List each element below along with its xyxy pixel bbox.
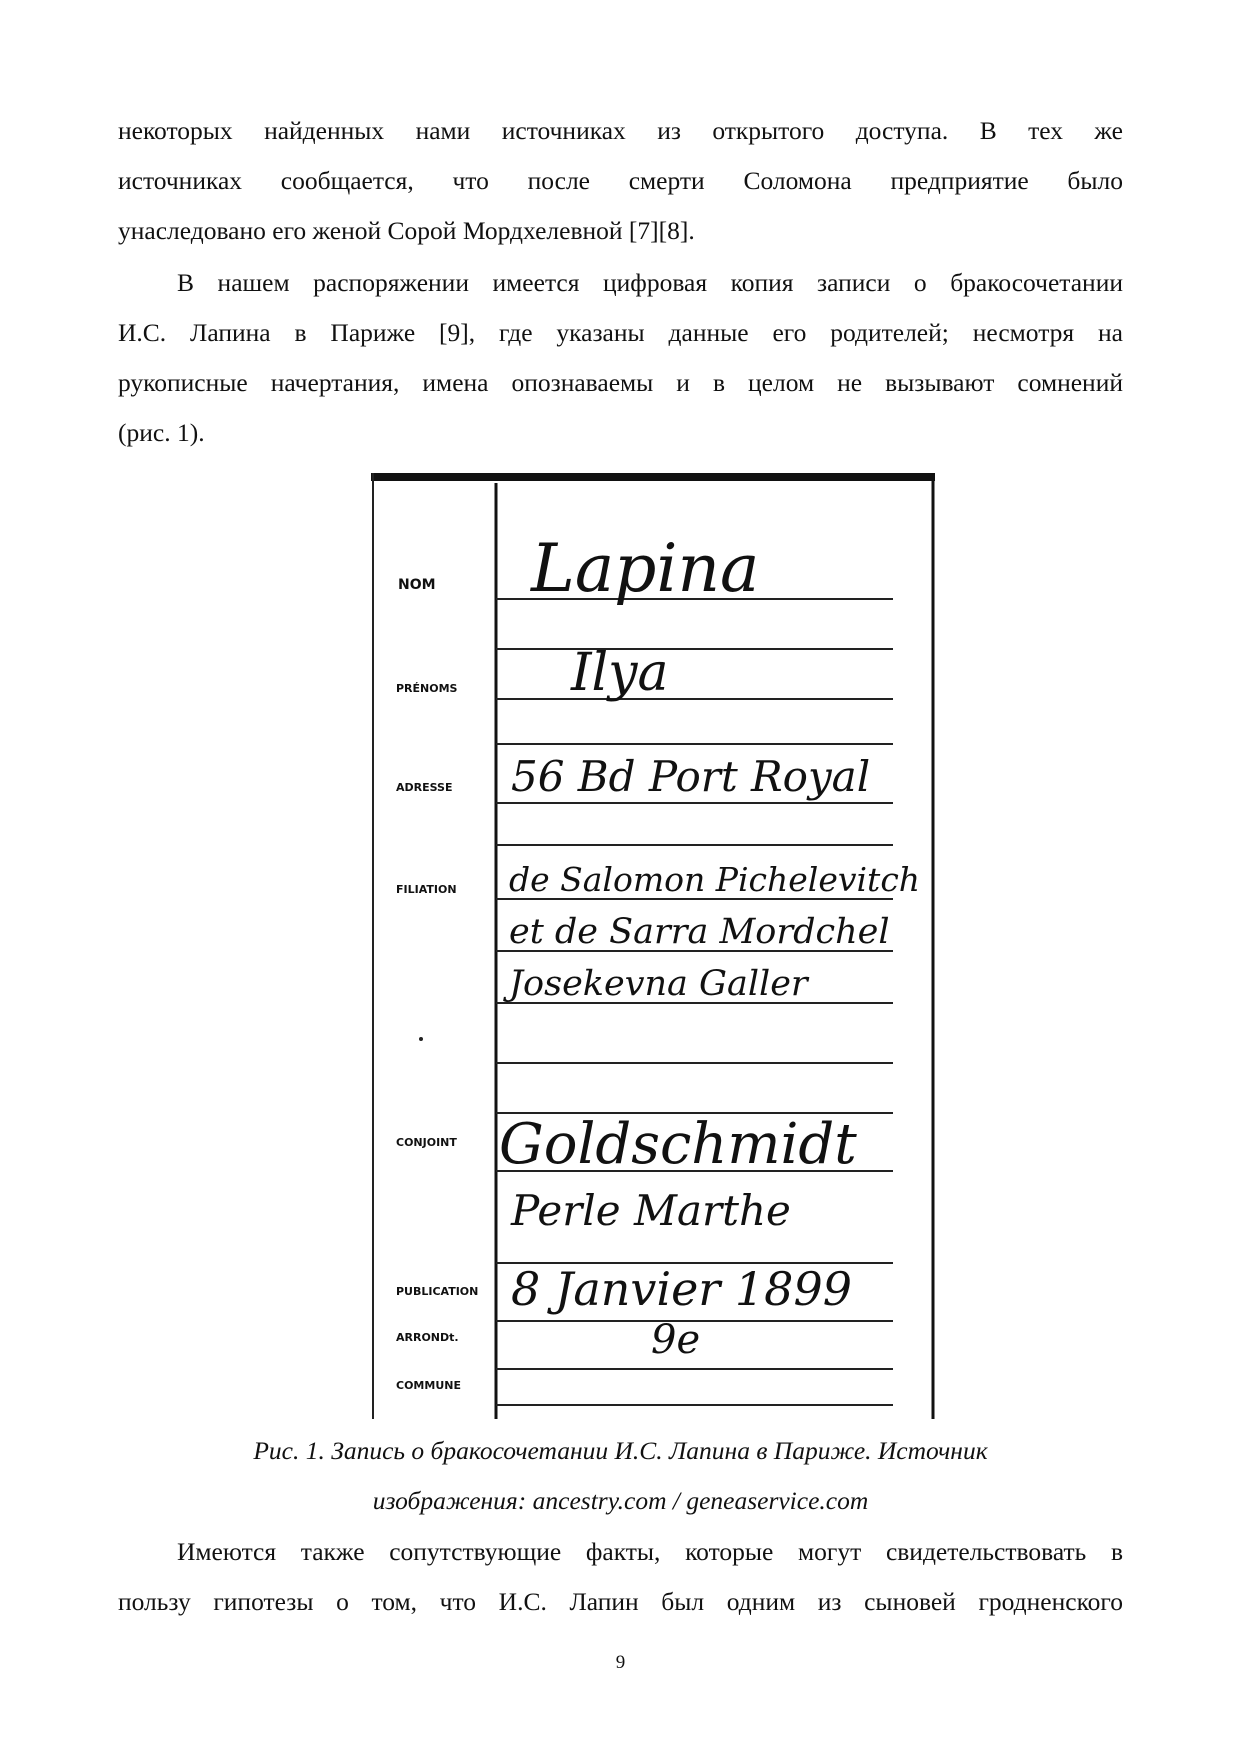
paragraph-3: [118, 1527, 1123, 1627]
paragraph-2-line-3: рукописные начертания, имена опознаваемы и в целом не вызывают сомнений: [118, 368, 1123, 397]
handwriting-conjoint-1: Goldschmidt: [499, 1112, 857, 1177]
paragraph-2-line-4: (рис. 1).: [118, 418, 205, 447]
paragraph-3-line-1: Имеются также сопутствующие факты, которые могут свидетельствовать в: [177, 1537, 1123, 1566]
paragraph-2-line-1: В нашем распоряжении имеется цифровая копия записи о бракосочетании: [177, 268, 1123, 297]
label-publication: PUBLICATION: [396, 1285, 479, 1298]
marriage-record-image: [371, 473, 935, 1419]
paragraph-2: [118, 258, 1123, 458]
label-adresse: ADRESSE: [396, 781, 453, 794]
label-nom: NOM: [398, 577, 436, 593]
scan-top-border: [371, 473, 935, 481]
handwriting-conjoint-2: Perle Marthe: [511, 1186, 791, 1235]
label-arrondt: ARRONDt.: [396, 1331, 459, 1344]
figure-caption-line-2: изображения: ancestry.com / geneaservice.com: [372, 1486, 869, 1515]
handwriting-arrondt: 9e: [651, 1317, 701, 1363]
label-filiation: FILIATION: [396, 883, 457, 896]
paragraph-3-line-2: пользу гипотезы о том, что И.С. Лапин был одним из сыновей гродненского: [118, 1587, 1123, 1616]
paragraph-1-line-2: источниках сообщается, что после смерти Соломона предприятие было: [118, 166, 1123, 195]
paragraph-1-line-3: унаследовано его женой Сорой Мордхелевной [7][8].: [118, 216, 695, 245]
handwriting-nom: Lapina: [531, 530, 760, 607]
figure-caption: [118, 1426, 1123, 1526]
handwriting-filiation-2: et de Sarra Mordchel: [509, 912, 890, 952]
handwriting-adresse: 56 Bd Port Royal: [511, 752, 871, 801]
handwriting-filiation-1: de Salomon Pichelevitch: [509, 860, 921, 899]
marriage-record-scan: [371, 473, 935, 1419]
page-number: 9: [615, 1652, 626, 1673]
handwriting-filiation-3: Josekevna Galler: [509, 964, 808, 1004]
figure-caption-line-1: Рис. 1. Запись о бракосочетании И.С. Лапина в Париже. Источник: [253, 1436, 988, 1465]
label-prenoms: PRÉNOMS: [396, 682, 458, 695]
handwriting-publication: 8 Janvier 1899: [511, 1262, 852, 1316]
label-conjoint: CONJOINT: [396, 1136, 457, 1149]
handwriting-prenoms: Ilya: [571, 643, 669, 703]
label-commune: COMMUNE: [396, 1379, 461, 1392]
paragraph-2-line-2: И.С. Лапина в Париже [9], где указаны данные его родителей; несмотря на: [118, 318, 1123, 347]
paragraph-1: [118, 106, 1123, 256]
scan-speck: [419, 1037, 423, 1041]
paragraph-1-line-1: некоторых найденных нами источниках из открытого доступа. В тех же: [118, 116, 1123, 145]
